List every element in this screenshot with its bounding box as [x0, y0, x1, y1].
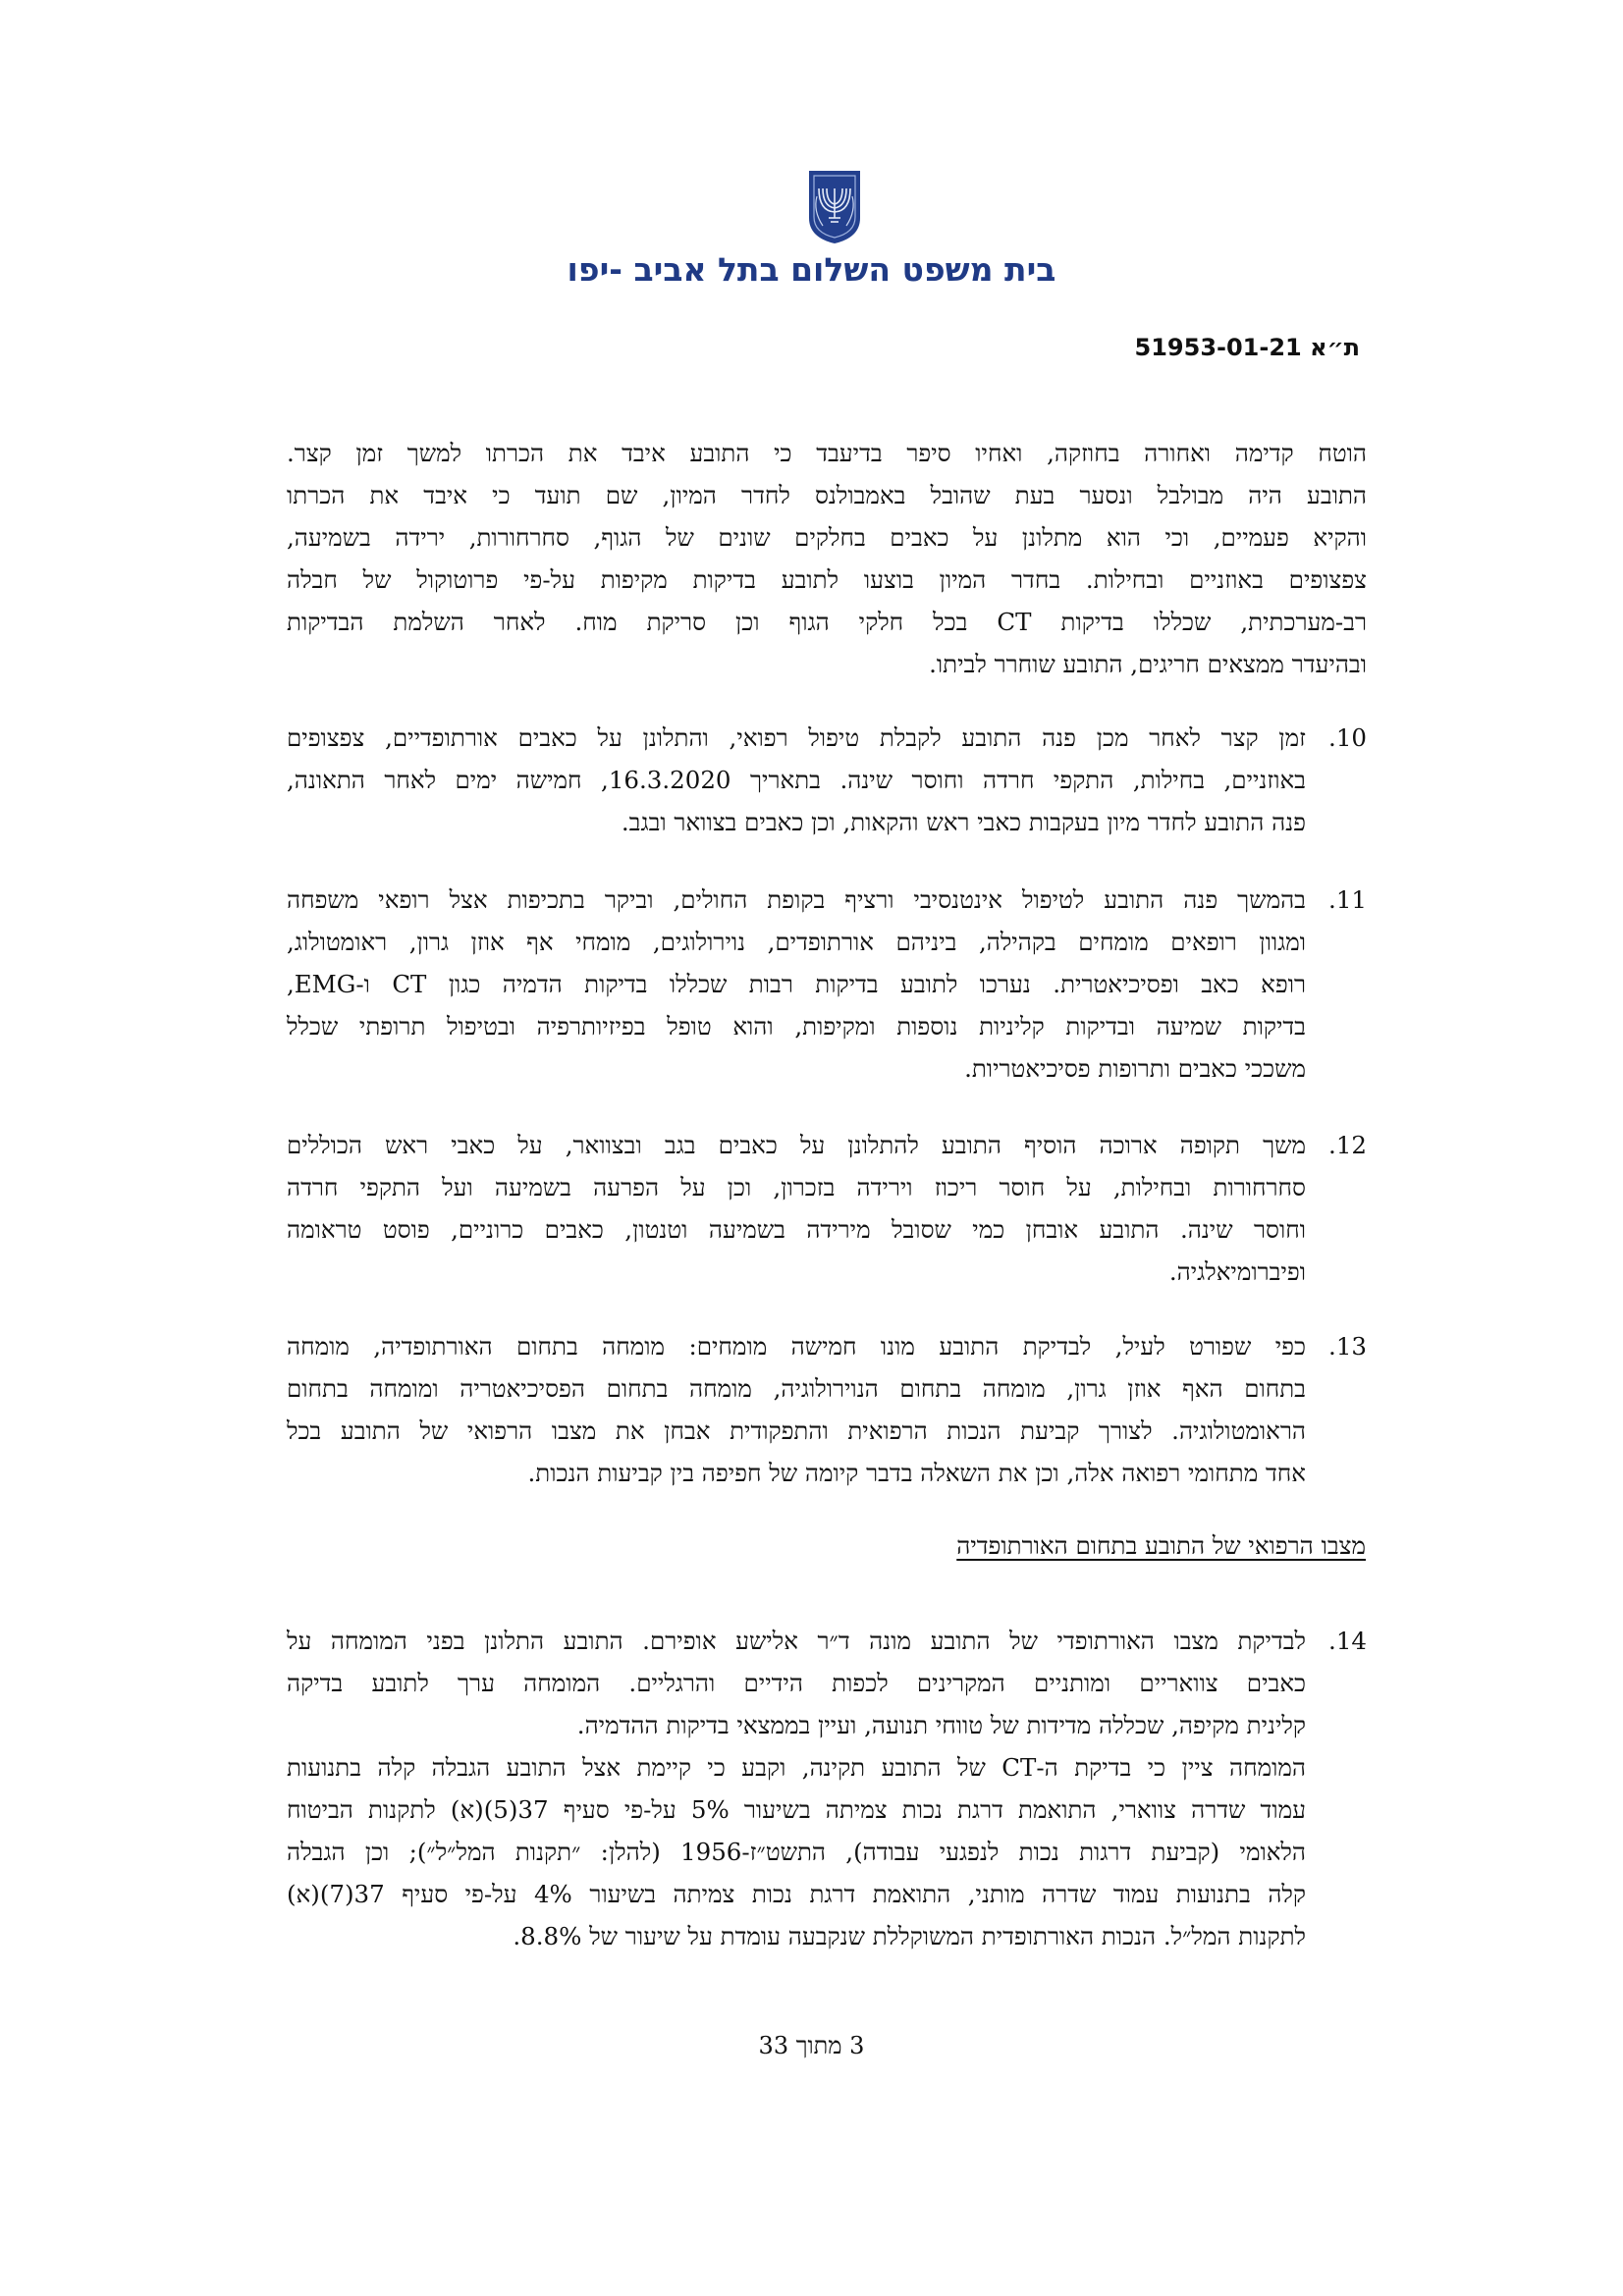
paragraph-number: 14.	[1328, 1627, 1367, 1655]
text-line: באוזניים, בחילות, התקפי חרדה וחוסר שינה. בתאריך 16.3.2020, חמישה ימים לאחר התאונה,	[287, 766, 1306, 794]
state-emblem-icon	[805, 167, 864, 245]
text-line: לתקנות המל״ל. הנכות האורתופדית המשוקללת שנקבעה עומדת על שיעור של 8.8%.	[513, 1922, 1306, 1950]
text-line: וחוסר שינה. התובע אובחן כמי שסובל מירידה בשמיעה וטנטון, כאבים כרוניים, פוסט טראומה	[287, 1215, 1306, 1244]
paragraph-10	[287, 717, 1367, 843]
text-line: הלאומי (קביעת דרגות נכות לנפגעי עבודה), התשט״ז-1956 (להלן: ״תקנות המל״ל״); וכן הגבלה	[287, 1838, 1306, 1866]
paragraph-number: 13.	[1328, 1332, 1367, 1361]
text-line: בתחום האף אוזן גרון, מומחה בתחום הנוירולוגיה, מומחה בתחום הפסיכיאטריה ומומחה בתחום	[287, 1374, 1306, 1403]
text-line: פנה התובע לחדר מיון בעקבות כאבי ראש והקאות, וכן כאבים בצוואר ובגב.	[621, 808, 1306, 836]
text-line: כאבים צוואריים ומותניים המקרינים לכפות הידיים והרגליים. המומחה ערך לתובע בדיקה	[287, 1669, 1306, 1697]
page-number: 3 מתוך 33	[758, 2032, 865, 2059]
text-line: זמן קצר לאחר מכן פנה התובע לקבלת טיפול רפואי, והתלונן על כאבים אורתופדיים, צפצופים	[287, 723, 1306, 752]
paragraph-14	[287, 1620, 1367, 1957]
paragraph-11	[287, 879, 1367, 1090]
text-line: בדיקות שמיעה ובדיקות קליניות נוספות ומקיפות, והוא טופל בפיזיותרפיה ובטיפול תרופתי שכלל	[287, 1012, 1306, 1041]
text-line: כפי שפורט לעיל, לבדיקת התובע מונו חמישה מומחים: מומחה בתחום האורתופדיה, מומחה	[287, 1332, 1306, 1361]
text-line: המומחה ציין כי בדיקת ה-CT של התובע תקינה, וקבע כי קיימת אצל התובע הגבלה קלה בתנועות	[287, 1753, 1306, 1782]
text-line: ופיברומיאלגיה.	[1168, 1257, 1306, 1286]
text-line: סחרחורות ובחילות, על חוסר ריכוז וירידה בזכרון, וכן על הפרעה בשמיעה ועל התקפי חרדה	[287, 1173, 1306, 1201]
text-line: משככי כאבים ותרופות פסיכיאטריות.	[964, 1054, 1306, 1083]
text-line: ומגוון רופאים מומחים בקהילה, ביניהם אורתופדים, נוירולוגים, מומחי אף אוזן גרון, ראומטולוג,	[287, 928, 1306, 956]
text-line: רב-מערכתית, שכללו בדיקות CT בכל חלקי הגוף וכן סריקת מוח. לאחר השלמת הבדיקות	[287, 608, 1367, 636]
text-line: עמוד שדרה צווארי, התואמת דרגת נכות צמיתה בשיעור 5% על-פי סעיף 37(5)(א) לתקנות הביטוח	[287, 1795, 1306, 1824]
text-line: והקיא פעמיים, וכי הוא מתלונן על כאבים בחלקים שונים של הגוף, סחרחורות, ירידה בשמיעה,	[287, 523, 1367, 552]
paragraph-12	[287, 1124, 1367, 1293]
text-line: ובהיעדר ממצאים חריגים, התובע שוחרר לביתו.	[929, 650, 1367, 678]
text-line: קלה בתנועות עמוד שדרה מותני, התואמת דרגת נכות צמיתה בשיעור 4% על-פי סעיף 37(7)(א)	[287, 1880, 1306, 1908]
case-number: ת״א 51953-01-21	[1134, 334, 1360, 361]
text-line: משך תקופה ארוכה הוסיף התובע להתלונן על כאבים בגב ובצוואר, על כאבי ראש הכוללים	[287, 1131, 1306, 1159]
text-line: התובע היה מבולבל ונסער בעת שהובל באמבולנס לחדר המיון, שם תועד כי איבד את הכרתו	[287, 481, 1367, 509]
paragraph-13	[287, 1325, 1367, 1494]
paragraph-number: 10.	[1328, 723, 1367, 752]
paragraph-number: 12.	[1328, 1131, 1367, 1159]
paragraph-number: 11.	[1328, 885, 1367, 914]
text-line: הוטח קדימה ואחורה בחוזקה, ואחיו סיפר בדיעבד כי התובע איבד את הכרתו למשך זמן קצר.	[287, 439, 1367, 467]
text-line: לבדיקת מצבו האורתופדי של התובע מונה ד״ר אלישע אופירם. התובע התלונן בפני המומחה על	[287, 1627, 1306, 1655]
court-name: בית משפט השלום בתל אביב -יפו	[567, 250, 1056, 289]
text-line: קלינית מקיפה, שכללה מדידות של טווחי תנועה, ועיין בממצאי בדיקות ההדמיה.	[576, 1711, 1306, 1739]
text-line: בהמשך פנה התובע לטיפול אינטנסיבי ורציף בקופת החולים, וביקר בתכיפות אצל רופאי משפחה	[287, 885, 1306, 914]
intro-paragraph	[287, 432, 1367, 685]
text-line: הראומטולוגיה. לצורך קביעת הנכות הרפואית והתפקודית אבחן את מצבו הרפואי של התובע בכל	[287, 1416, 1306, 1445]
text-line: אחד מתחומי רפואה אלה, וכן את השאלה בדבר קיומה של חפיפה בין קביעות הנכות.	[527, 1459, 1306, 1487]
text-line: צפצופים באוזניים ובחילות. בחדר המיון בוצעו לתובע בדיקות מקיפות על-פי פרוטוקול של חבלה	[287, 565, 1367, 594]
section-heading: מצבו הרפואי של התובע בתחום האורתופדיה	[956, 1531, 1366, 1560]
text-line: רופא כאב ופסיכיאטרית. נערכו לתובע בדיקות רבות שכללו בדיקות הדמיה כגון CT ו-EMG,	[287, 970, 1306, 998]
